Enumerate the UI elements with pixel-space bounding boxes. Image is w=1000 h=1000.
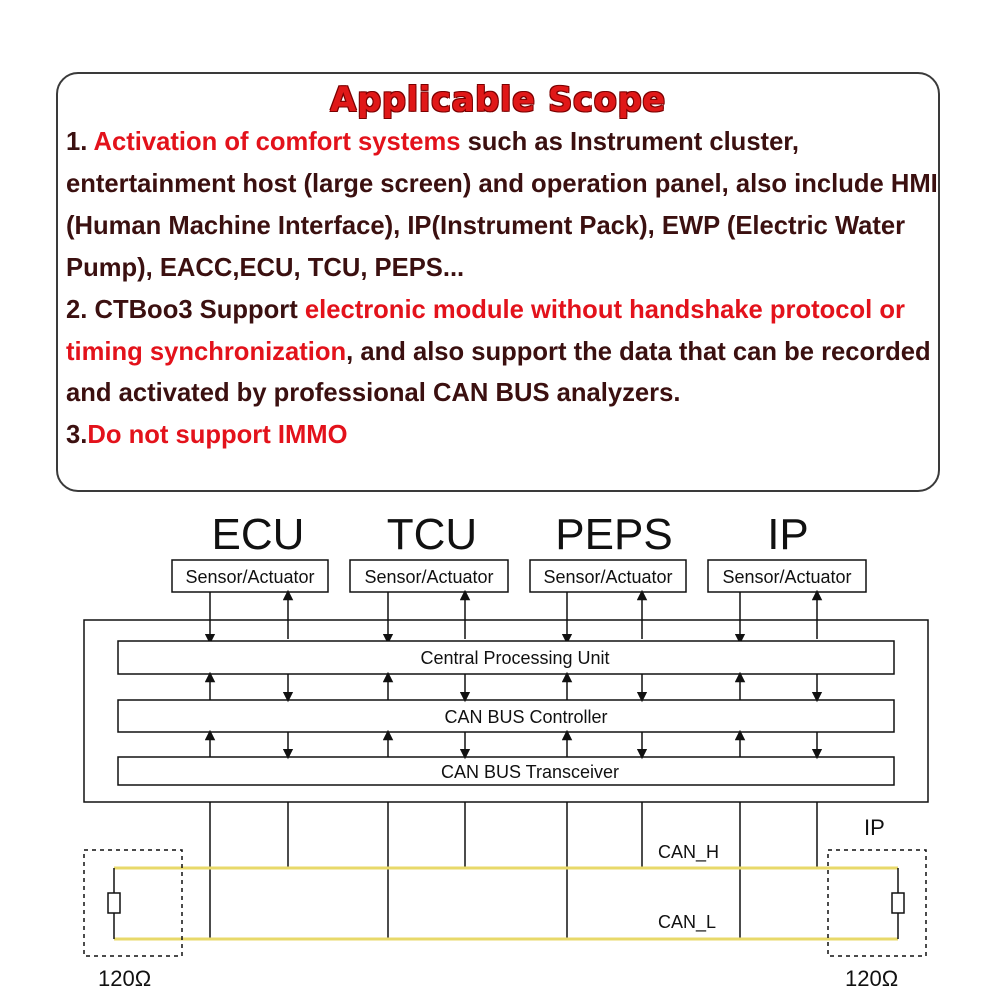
item2-highlight: electronic module without handshake protocol or timing synchronization <box>66 295 905 366</box>
sensor-actuator-ecu <box>172 560 328 592</box>
left-termination <box>84 850 182 991</box>
right-resistor-label: 120Ω <box>845 966 899 991</box>
sensor-label-tcu: Sensor/Actuator <box>364 567 494 587</box>
module-name-ecu: ECU <box>211 510 305 559</box>
controller-transceiver-arrows <box>210 732 817 757</box>
item3-highlight: Do not support IMMO <box>87 421 348 450</box>
module-name-tcu: TCU <box>386 510 478 559</box>
right-termination <box>828 815 926 991</box>
transceiver-layer <box>118 757 894 785</box>
item2-prefix: 2. CTBoo3 Support <box>66 295 305 324</box>
can-l-label: CAN_L <box>658 912 717 932</box>
sensor-label-ip: Sensor/Actuator <box>722 567 852 587</box>
module-name-ip: IP <box>767 510 809 559</box>
cpu-label: Central Processing Unit <box>420 648 610 668</box>
item2-rest: , and also support the data that can be recorded and activated by professional CAN BUS analyzers. <box>66 337 931 408</box>
item1-highlight: Activation of comfort systems <box>93 128 461 156</box>
right-node-label: IP <box>864 815 885 840</box>
item1-prefix: 1. <box>66 128 94 156</box>
cpu-layer <box>118 641 894 674</box>
sensor-actuator-peps <box>530 560 686 592</box>
can-h-label: CAN_H <box>658 842 720 862</box>
scope-title: Applicable Scope <box>330 80 666 120</box>
item1-rest: such as Instrument cluster, entertainment host (large screen) and operation panel, also include HMI (Human Machine Interface), IP(Instrument Pack), EWP (Electric Water Pump), EACC,ECU, TCU, PEPS... <box>66 128 938 282</box>
controller-label: CAN BUS Controller <box>444 707 608 727</box>
sensor-label-ecu: Sensor/Actuator <box>185 567 315 587</box>
transceiver-label: CAN BUS Transceiver <box>440 762 620 782</box>
cpu-controller-arrows <box>210 674 817 700</box>
left-resistor-label: 120Ω <box>98 966 152 991</box>
sensor-label-peps: Sensor/Actuator <box>543 567 673 587</box>
item3-prefix: 3. <box>66 421 88 450</box>
bus-drop-lines <box>210 802 817 939</box>
module-name-peps: PEPS <box>555 510 673 559</box>
right-resistor-icon <box>892 893 904 913</box>
left-resistor-icon <box>108 893 120 913</box>
sensor-actuator-tcu <box>350 560 508 592</box>
sensor-actuator-ip <box>708 560 866 592</box>
sensor-cpu-arrows <box>210 592 817 639</box>
controller-layer <box>118 700 894 732</box>
